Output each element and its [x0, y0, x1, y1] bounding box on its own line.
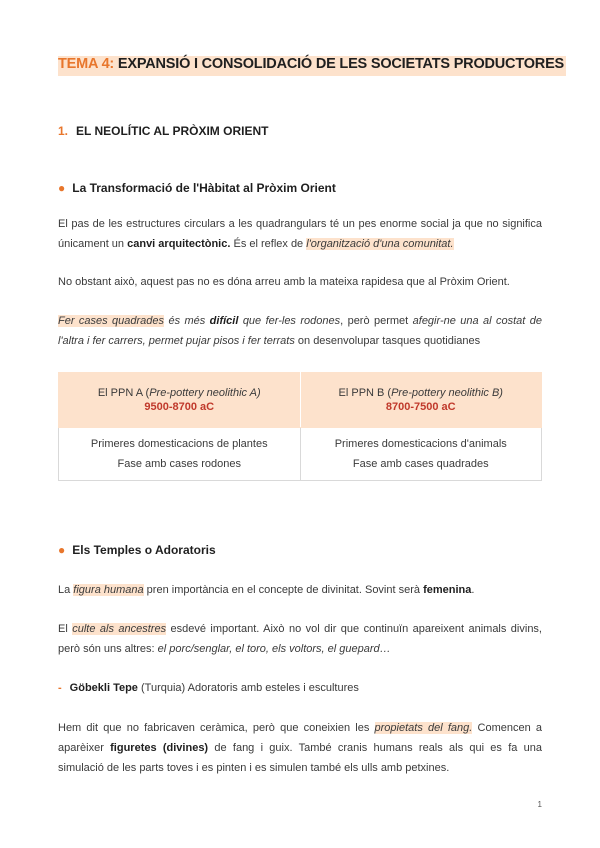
subheading-habitat-text: La Transformació de l'Hàbitat al Pròxim Orient	[72, 181, 336, 195]
header-label: El PPN A (	[97, 387, 150, 399]
ppn-b-header	[300, 373, 542, 428]
bullet-dot-icon: ●	[58, 181, 66, 195]
ppn-a-date: 9500-8700 aC	[144, 401, 215, 413]
text-run: pren importància en el concepte de divinitat. Sovint serà	[143, 584, 424, 596]
text-run: Hem dit que no fabricaven ceràmica, però que coneixien les	[58, 722, 375, 734]
subheading-temples	[58, 543, 216, 557]
title-text: EXPANSIÓ I CONSOLIDACIÓ DE LES SOCIETATS PRODUCTORES	[114, 56, 565, 72]
text-run: No obstant això, aquest pas no es dóna arreu amb la mateixa rapidesa que al Pròxim Orient.	[58, 276, 510, 288]
italic-run: que fer-les rodones	[238, 315, 341, 327]
text-run: (Turquia) Adoratoris amb esteles i escultures	[137, 682, 359, 694]
list-item-gobekli-tepe	[58, 678, 542, 698]
site-name: Göbekli Tepe	[69, 682, 138, 694]
header-label: El PPN B (	[338, 387, 392, 399]
text-run: on desenvolupar tasques quotidianes	[294, 335, 481, 347]
ppn-a-header	[59, 373, 301, 428]
title-prefix: TEMA 4:	[58, 56, 115, 72]
highlight-run: culte als ancestres	[72, 623, 167, 635]
text-run: de fang i guix. També cranis humans reals als qui es fa una simulació de les parts toves i es pinten i es simulen també els ulls amb petxines.	[58, 742, 543, 774]
text-run: esdevé important. Això no vol dir que continuïn apareixent animals divins, però són uns altres:	[58, 623, 542, 655]
subheading-habitat	[58, 181, 336, 195]
cell-line: Fase amb cases rodones	[117, 458, 241, 470]
italic-run: és més	[164, 315, 210, 327]
section-title: EL NEOLÍTIC AL PRÒXIM ORIENT	[76, 124, 269, 138]
page-title	[58, 56, 564, 72]
header-label-italic: Pre-pottery neolithic A)	[149, 387, 261, 399]
highlight-run: Fer cases quadrades	[58, 315, 165, 327]
italic-run: afegir-ne una al costat de l'altra i fer carrers, permet pujar pisos i fer terrats	[58, 315, 542, 347]
bold-run: figuretes (divines)	[110, 742, 209, 754]
text-run: Comencen a aparèixer	[58, 722, 542, 754]
ppn-comparison-table	[58, 372, 542, 481]
text-run: La	[58, 584, 74, 596]
bullet-dot-icon: ●	[58, 543, 66, 557]
table-header-row	[59, 373, 542, 428]
highlight-run: propietats del fang.	[374, 722, 473, 734]
dash-bullet-icon: -	[58, 682, 62, 694]
paragraph-habitat-change	[58, 214, 542, 254]
subheading-temples-text: Els Temples o Adoratoris	[72, 543, 216, 557]
table-row	[59, 428, 542, 481]
cell-line: Primeres domesticacions de plantes	[90, 438, 268, 450]
bold-run: canvi arquitectònic.	[127, 238, 231, 250]
highlight-run: l'organització d'una comunitat.	[306, 238, 454, 250]
bold-italic-run: difícil	[209, 315, 239, 327]
section-number: 1.	[58, 124, 69, 138]
cell-line: Primeres domesticacions d'animals	[334, 438, 507, 450]
paragraph-ancestors	[58, 619, 542, 659]
paragraph-square-houses	[58, 311, 542, 351]
section-heading-neolithic	[58, 124, 268, 138]
text-run: .	[471, 584, 475, 596]
ppn-b-date: 8700-7500 aC	[385, 401, 456, 413]
ppn-a-cell	[59, 428, 301, 481]
cell-line: Fase amb cases quadrades	[352, 458, 489, 470]
text-run: El	[58, 623, 73, 635]
page-number: 1	[537, 800, 542, 809]
text-run: És el reflex de	[230, 238, 307, 250]
paragraph-human-figure	[58, 580, 542, 600]
paragraph-figurines	[58, 718, 542, 778]
paragraph-rapidity	[58, 272, 542, 292]
highlight-run: figura humana	[73, 584, 144, 596]
text-run: , però permet	[340, 315, 413, 327]
italic-run: el porc/senglar, el toro, els voltors, el guepard…	[157, 643, 391, 655]
text-run: El pas de les estructures circulars a les quadrangulars té un pes enorme social ja que no significa únicament un	[58, 218, 542, 250]
ppn-b-cell	[300, 428, 542, 481]
bold-run: femenina	[423, 584, 472, 596]
header-label-italic: Pre-pottery neolithic B)	[391, 387, 503, 399]
